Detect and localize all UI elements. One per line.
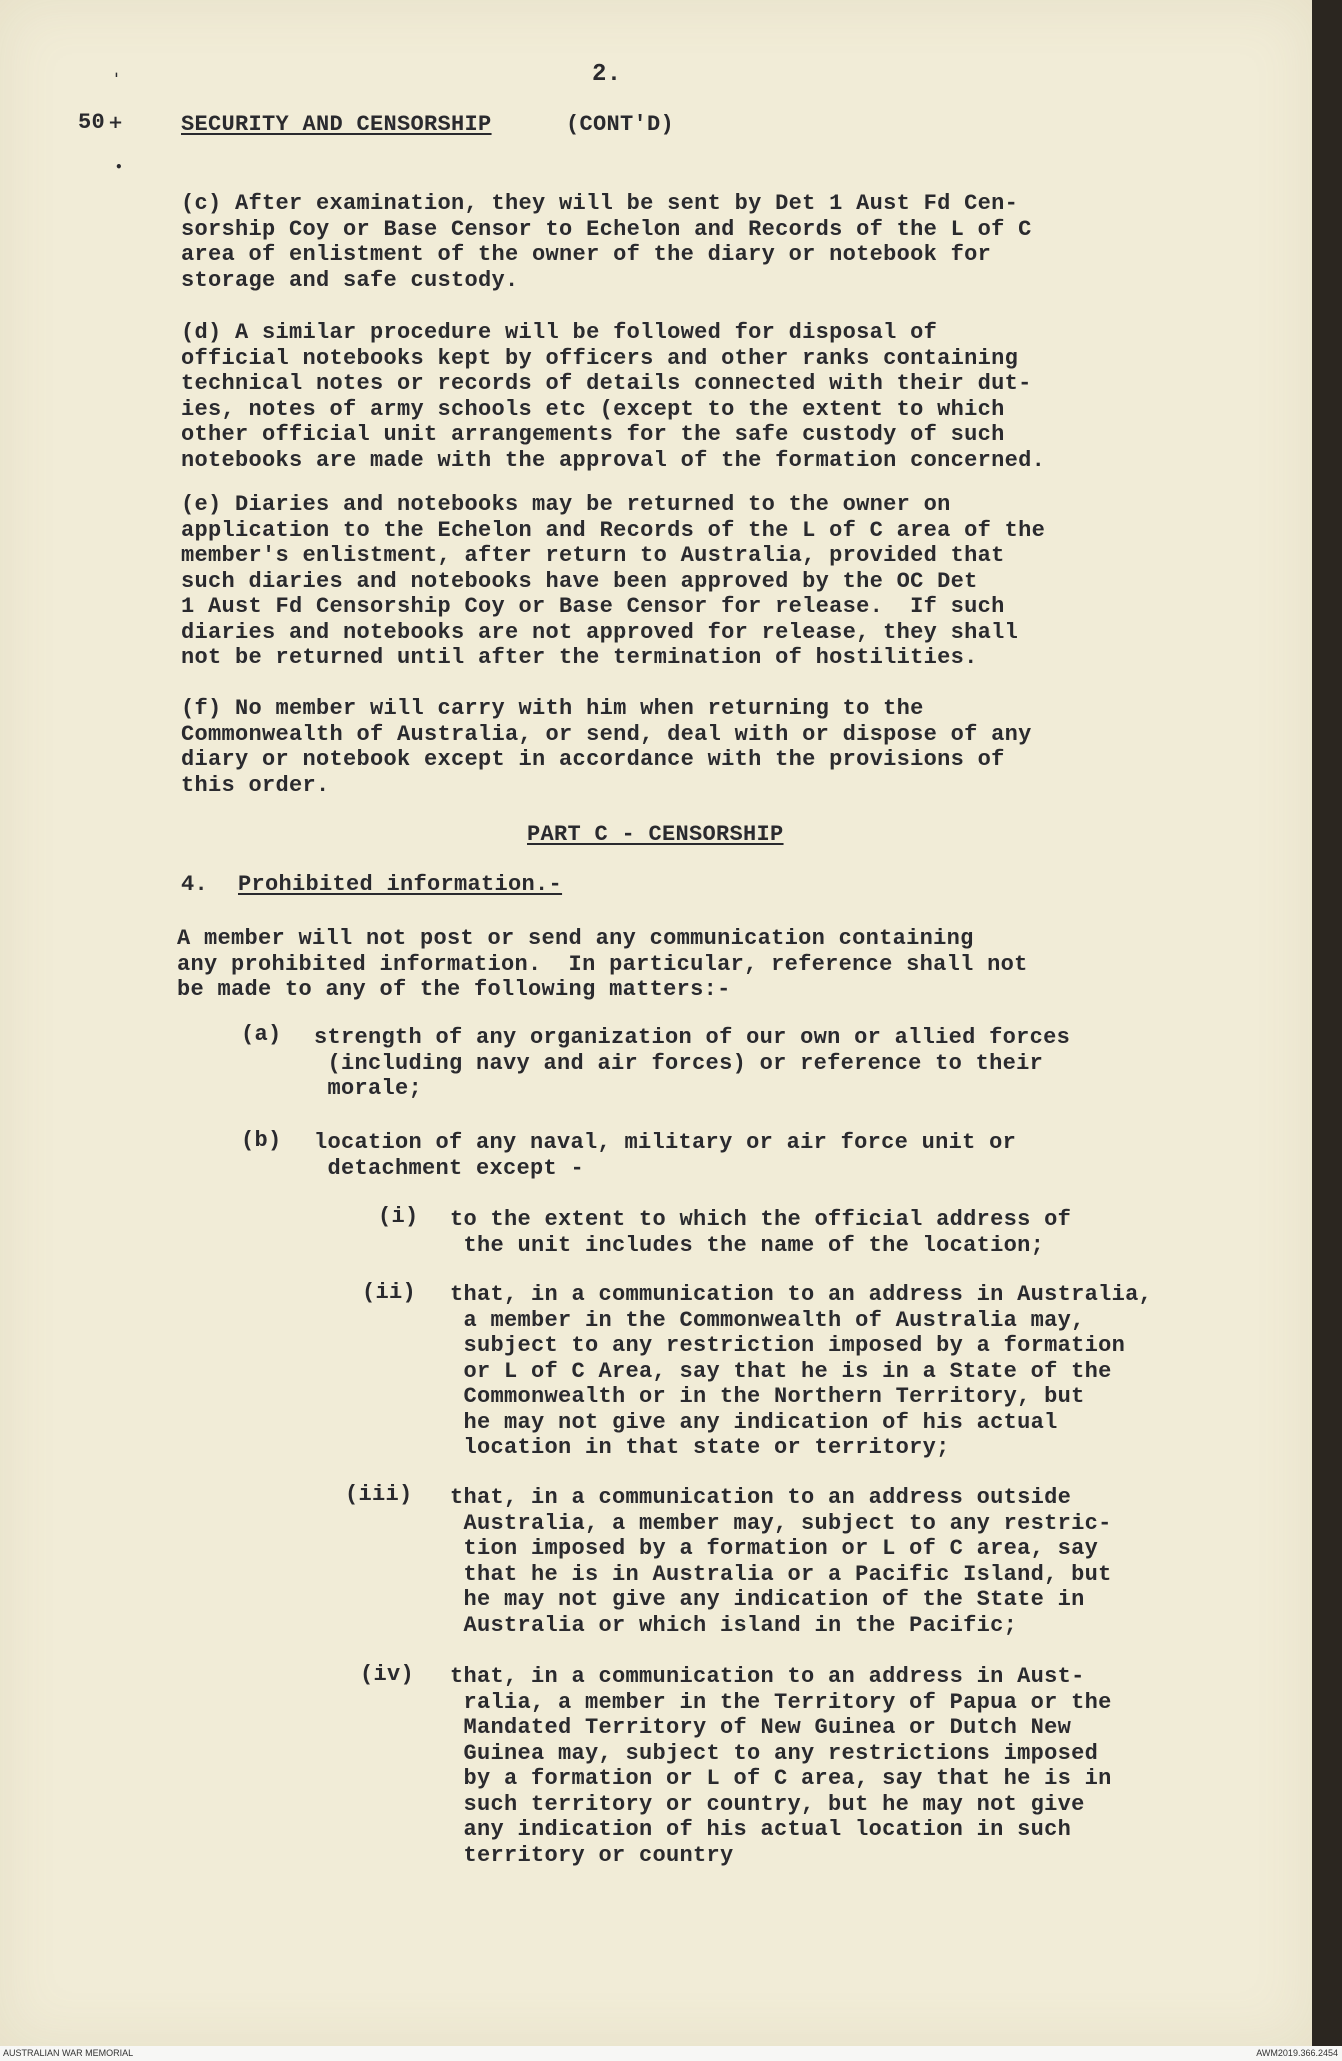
text-line: 1 Aust Fd Censorship Coy or Base Censor for release. If such xyxy=(181,594,1005,619)
footer-accession-number: AWM2019.366.2454 xyxy=(1256,2048,1338,2058)
text-line: A member will not post or send any communication containing xyxy=(177,926,974,951)
text-line: technical notes or records of details connected with their dut- xyxy=(181,371,1032,396)
text-line: any prohibited information. In particular, reference shall not xyxy=(177,951,1028,977)
sub-iv-label: (iv) xyxy=(360,1662,415,1687)
text-line: morale; xyxy=(314,1076,423,1101)
text-line: (e) Diaries and notebooks may be returned to the owner on xyxy=(181,492,951,517)
text-line: territory or country xyxy=(450,1842,734,1868)
archive-footer xyxy=(0,2046,1342,2061)
text-line: such territory or country, but he may not give xyxy=(450,1791,1085,1817)
text-line: strength of any organization of our own or allied forces xyxy=(314,1025,1071,1050)
text-line: such diaries and notebooks have been approved by the OC Det xyxy=(181,568,978,594)
footer-source: AUSTRALIAN WAR MEMORIAL xyxy=(3,2048,134,2058)
item-4-number: 4. xyxy=(181,872,209,897)
text-line: (d) A similar procedure will be followed for disposal of xyxy=(181,320,938,345)
text-line: that, in a communication to an address outside xyxy=(450,1485,1072,1510)
sub-ii-label: (ii) xyxy=(362,1280,417,1305)
text-line: be made to any of the following matters:- xyxy=(177,977,731,1002)
sub-iii-label: (iii) xyxy=(345,1482,413,1507)
text-line: other official unit arrangements for the safe custody of such xyxy=(181,422,1005,447)
text-line: or L of C Area, say that he is in a State of the xyxy=(450,1358,1112,1384)
text-line: Guinea may, subject to any restrictions imposed xyxy=(450,1740,1099,1766)
text-line: Commonwealth of Australia, or send, deal with or dispose of any xyxy=(181,721,1032,747)
text-line: Mandated Territory of New Guinea or Dutch New xyxy=(450,1715,1072,1740)
sub-a-label: (a) xyxy=(241,1022,282,1047)
text-line: (c) After examination, they will be sent by Det 1 Aust Fd Cen- xyxy=(181,191,1019,216)
margin-mark: + xyxy=(108,112,124,133)
text-line: he may not give any indication of his actual xyxy=(450,1409,1058,1435)
text-line: the unit includes the name of the location; xyxy=(450,1232,1045,1258)
text-line: he may not give any indication of the State in xyxy=(450,1587,1085,1612)
part-heading: PART C - CENSORSHIP xyxy=(527,822,784,847)
text-line: Commonwealth or in the Northern Territory, but xyxy=(450,1384,1085,1409)
text-line: ies, notes of army schools etc (except to the extent to which xyxy=(181,396,1005,422)
text-line: a member in the Commonwealth of Australia may, xyxy=(450,1307,1085,1333)
text-line: (including navy and air forces) or reference to their xyxy=(314,1050,1044,1076)
section-heading-cont: (CONT'D) xyxy=(566,112,675,137)
text-line: detachment except - xyxy=(314,1155,585,1181)
text-line: to the extent to which the official address of xyxy=(450,1207,1072,1232)
text-line: tion imposed by a formation or L of C area, say xyxy=(450,1536,1099,1561)
text-line: subject to any restriction imposed by a formation xyxy=(450,1333,1126,1358)
text-line: application to the Echelon and Records of the L of C area of the xyxy=(181,517,1046,543)
item-4-title: Prohibited information.- xyxy=(238,872,563,897)
margin-mark: • xyxy=(115,160,123,174)
text-line: official notebooks kept by officers and other ranks containing xyxy=(181,345,1019,371)
paragraph-number: 50 xyxy=(78,110,106,135)
text-line: location of any naval, military or air force unit or xyxy=(314,1130,1017,1155)
sub-i-label: (i) xyxy=(378,1204,419,1229)
text-line: Australia or which island in the Pacific; xyxy=(450,1612,1018,1638)
text-line: sorship Coy or Base Censor to Echelon and Records of the L of C xyxy=(181,216,1032,242)
sub-b-label: (b) xyxy=(241,1128,282,1153)
section-heading: SECURITY AND CENSORSHIP xyxy=(181,112,492,137)
text-line: any indication of his actual location in such xyxy=(450,1817,1072,1842)
text-line: storage and safe custody. xyxy=(181,267,519,293)
text-line: that he is in Australia or a Pacific Island, but xyxy=(450,1561,1112,1587)
text-line: not be returned until after the termination of hostilities. xyxy=(181,645,978,670)
text-line: by a formation or L of C area, say that he is in xyxy=(450,1766,1112,1791)
page-number: 2. xyxy=(592,61,622,88)
text-line: ralia, a member in the Territory of Papua or the xyxy=(450,1689,1112,1715)
text-line: notebooks are made with the approval of the formation concerned. xyxy=(181,447,1046,473)
text-line: Australia, a member may, subject to any restric- xyxy=(450,1510,1112,1536)
text-line: diaries and notebooks are not approved for release, they shall xyxy=(181,619,1019,645)
text-line: area of enlistment of the owner of the diary or notebook for xyxy=(181,242,992,267)
text-line: diary or notebook except in accordance with the provisions of xyxy=(181,747,1005,772)
text-line: that, in a communication to an address in Australia, xyxy=(450,1282,1153,1307)
text-line: location in that state or territory; xyxy=(450,1435,950,1460)
text-line: that, in a communication to an address in Aust- xyxy=(450,1664,1085,1689)
text-line: this order. xyxy=(181,772,330,798)
text-line: member's enlistment, after return to Australia, provided that xyxy=(181,543,1005,568)
margin-mark: ˈ xyxy=(114,70,119,89)
text-line: (f) No member will carry with him when returning to the xyxy=(181,696,924,721)
